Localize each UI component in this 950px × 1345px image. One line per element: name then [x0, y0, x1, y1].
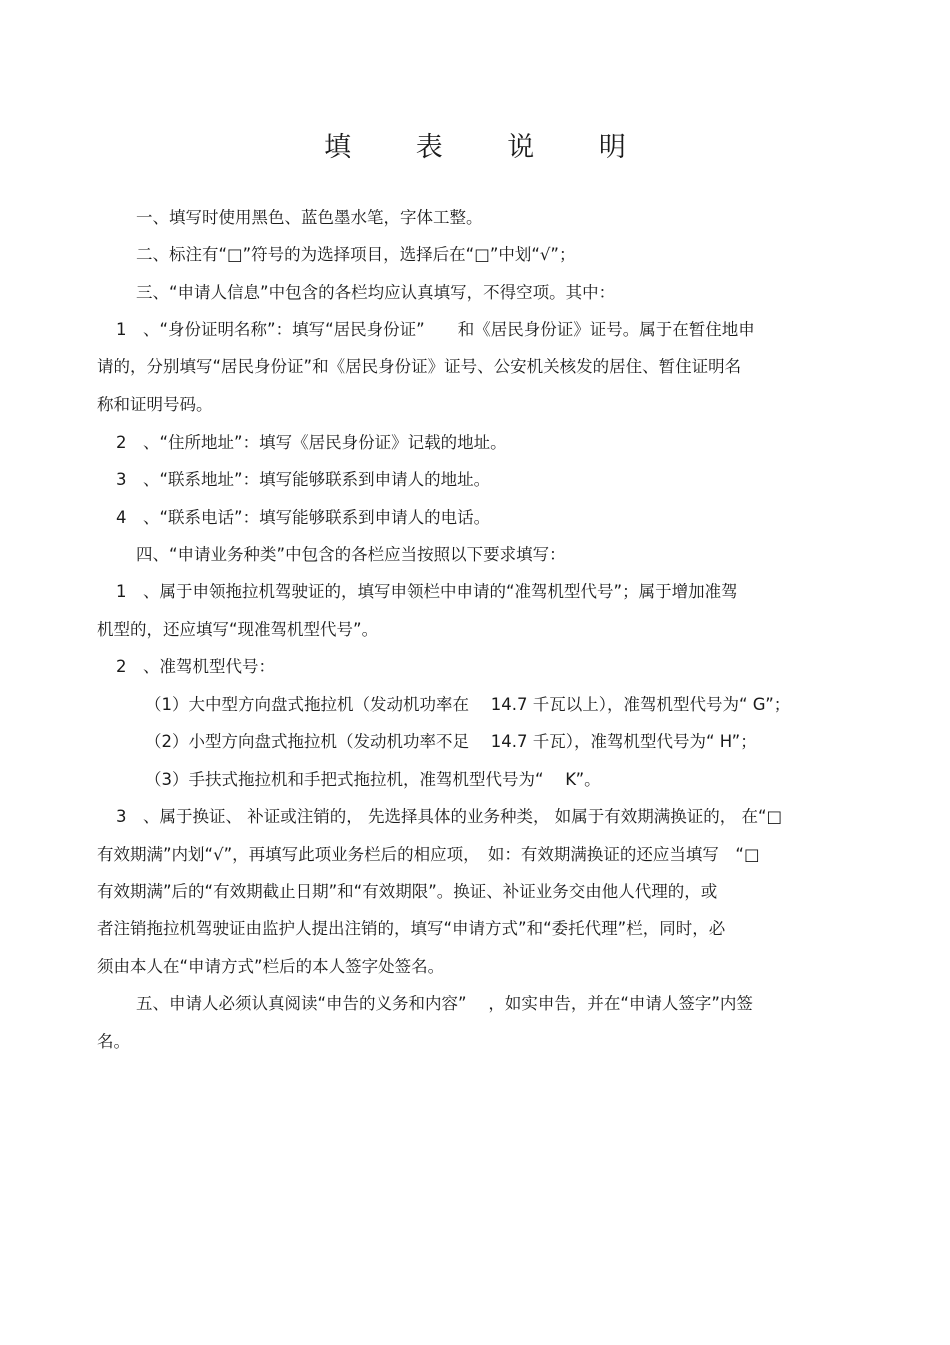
instruction-line: 有效期满”后的“有效期截止日期”和“有效期限”。换证、补证业务交由他人代理的，或	[97, 882, 718, 901]
instruction-line: 五、申请人必须认真阅读“申告的义务和内容” ，如实申告，并在“申请人签字”内签	[136, 994, 753, 1013]
instruction-line: 机型的，还应填写“现准驾机型代号”。	[97, 620, 379, 639]
instruction-line: 3 、属于换证、 补证或注销的， 先选择具体的业务种类， 如属于有效期满换证的， 在“□	[116, 807, 783, 826]
page-title: 填 表 说 明	[324, 132, 654, 163]
instruction-line: 二、标注有“□”符号的为选择项目，选择后在“□”中划“√”；	[136, 245, 576, 264]
instruction-line: 四、“申请业务种类”中包含的各栏应当按照以下要求填写：	[136, 545, 566, 564]
instruction-line: 有效期满”内划“√”，再填写此项业务栏后的相应项， 如：有效期满换证的还应当填写 “□	[97, 845, 760, 864]
instruction-line: 三、“申请人信息”中包含的各栏均应认真填写，不得空项。其中：	[136, 283, 616, 302]
instruction-line: （1）大中型方向盘式拖拉机（发动机功率在 14.7 千瓦以上），准驾机型代号为“ G”；	[145, 695, 791, 714]
instruction-line: 2 、“住所地址”：填写《居民身份证》记载的地址。	[116, 433, 507, 452]
instruction-line: 3 、“联系地址”：填写能够联系到申请人的地址。	[116, 470, 491, 489]
instruction-line: 2 、准驾机型代号：	[116, 657, 275, 676]
instruction-line: 1 、“身份证明名称”：填写“居民身份证” 和《居民身份证》证号。属于在暂住地申	[116, 320, 755, 339]
instruction-line: 1 、属于申领拖拉机驾驶证的，填写申领栏中申请的“准驾机型代号”；属于增加准驾	[116, 582, 738, 601]
instruction-line: 名。	[97, 1032, 130, 1051]
instruction-line: （2）小型方向盘式拖拉机（发动机功率不足 14.7 千瓦），准驾机型代号为“ H”；	[145, 732, 757, 751]
instruction-line: 4 、“联系电话”：填写能够联系到申请人的电话。	[116, 508, 491, 527]
instruction-line: 请的，分别填写“居民身份证”和《居民身份证》证号、公安机关核发的居住、暂住证明名	[97, 357, 742, 376]
instruction-line: 者注销拖拉机驾驶证由监护人提出注销的，填写“申请方式”和“委托代理”栏，同时，必	[97, 919, 726, 938]
instruction-line: （3）手扶式拖拉机和手把式拖拉机，准驾机型代号为“ K”。	[145, 770, 601, 789]
instruction-line: 一、填写时使用黑色、蓝色墨水笔，字体工整。	[136, 208, 483, 227]
instruction-line: 须由本人在“申请方式”栏后的本人签字处签名。	[97, 957, 445, 976]
instruction-line: 称和证明号码。	[97, 395, 213, 414]
